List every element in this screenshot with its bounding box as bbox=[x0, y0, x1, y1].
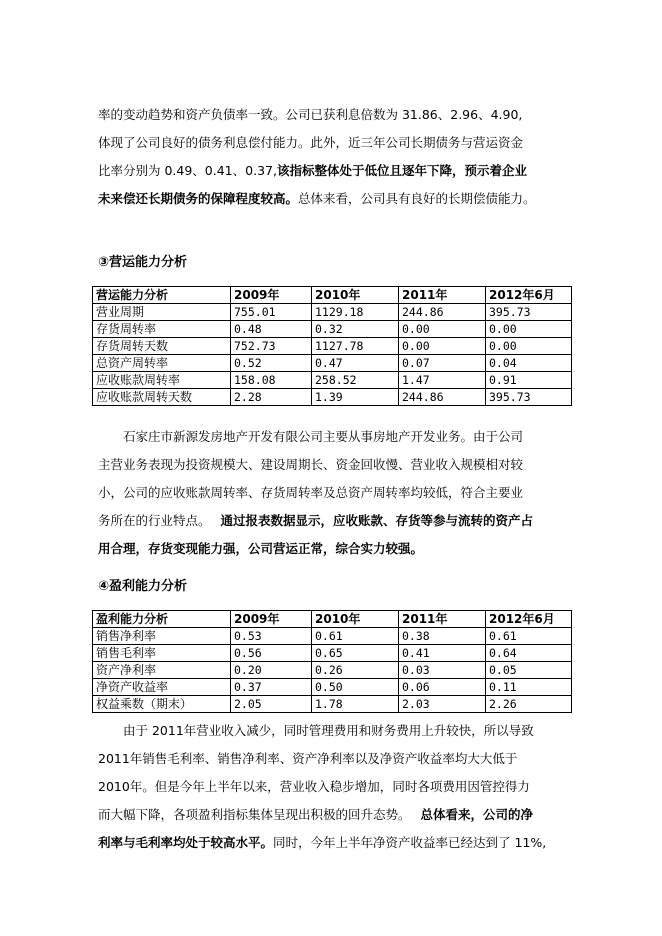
table-cell: 0.53 bbox=[231, 628, 312, 645]
table-cell: 0.32 bbox=[312, 321, 399, 338]
table-cell: 1.78 bbox=[312, 696, 399, 713]
table-header-row bbox=[93, 611, 572, 628]
table-cell: 0.03 bbox=[399, 662, 486, 679]
table-row bbox=[93, 389, 572, 406]
text-line: 小，公司的应收账款周转率、存货周转率及总资产周转率均较低，符合主要业 bbox=[98, 485, 524, 500]
table-cell: 0.41 bbox=[399, 645, 486, 662]
row-label: 应收账款周转天数 bbox=[93, 389, 231, 406]
table-cell: 0.61 bbox=[312, 628, 399, 645]
text-line bbox=[98, 185, 536, 213]
header-cell: 2010年 bbox=[312, 287, 399, 304]
table-cell: 2.28 bbox=[231, 389, 312, 406]
table-cell: 0.00 bbox=[486, 321, 572, 338]
row-label: 存货周转率 bbox=[93, 321, 231, 338]
table-cell: 0.52 bbox=[231, 355, 312, 372]
table-row bbox=[93, 355, 572, 372]
text-run-bold: 通过报表数据显示，应收账款、存货等参与流转的资产占 bbox=[220, 513, 534, 528]
header-cell: 2009年 bbox=[231, 611, 312, 628]
table-cell: 755.01 bbox=[231, 304, 312, 321]
text-run: 总体来看，公司具有良好的长期偿债能力。 bbox=[298, 191, 536, 206]
text-line bbox=[98, 829, 546, 857]
table-cell: 1129.18 bbox=[312, 304, 399, 321]
table-cell: 395.73 bbox=[486, 389, 572, 406]
table-cell: 0.38 bbox=[399, 628, 486, 645]
text-run-bold: 该指标整体处于低位且逐年下降，预示着企业 bbox=[276, 163, 527, 178]
table-cell: 0.07 bbox=[399, 355, 486, 372]
table-cell: 0.00 bbox=[486, 338, 572, 355]
table-cell: 0.91 bbox=[486, 372, 572, 389]
table-row bbox=[93, 679, 572, 696]
table-cell: 1.47 bbox=[399, 372, 486, 389]
profitability-table bbox=[92, 610, 572, 713]
section-heading-profitability: ④盈利能力分析 bbox=[98, 579, 188, 594]
text-run: 比率分别为 0.49、0.41、0.37, bbox=[98, 163, 277, 178]
header-cell: 营运能力分析 bbox=[93, 287, 231, 304]
table-cell: 258.52 bbox=[312, 372, 399, 389]
table-cell: 0.65 bbox=[312, 645, 399, 662]
paragraph-solvency bbox=[98, 101, 536, 213]
text-run: 而大幅下降，各项盈利指标集体呈现出积极的回升态势。 bbox=[98, 807, 411, 822]
table-cell: 0.64 bbox=[486, 645, 572, 662]
table-cell: 2.03 bbox=[399, 696, 486, 713]
row-label: 总资产周转率 bbox=[93, 355, 231, 372]
table-cell: 0.11 bbox=[486, 679, 572, 696]
table-row bbox=[93, 628, 572, 645]
operating-ability-table bbox=[92, 286, 572, 406]
row-label: 存货周转天数 bbox=[93, 338, 231, 355]
table-cell: 0.06 bbox=[399, 679, 486, 696]
row-label: 权益乘数（期末） bbox=[93, 696, 231, 713]
table-cell: 0.61 bbox=[486, 628, 572, 645]
table-header-row bbox=[93, 287, 572, 304]
table-cell: 0.04 bbox=[486, 355, 572, 372]
text-run-bold: 利率与毛利率均处于较高水平。 bbox=[98, 835, 274, 850]
text-run-bold: 总体看来，公司的净 bbox=[420, 807, 534, 822]
table-cell: 0.47 bbox=[312, 355, 399, 372]
text-line bbox=[98, 801, 546, 829]
table-row bbox=[93, 338, 572, 355]
table-row bbox=[93, 372, 572, 389]
text-run: 务所在的行业特点。 bbox=[98, 513, 211, 528]
table-cell: 158.08 bbox=[231, 372, 312, 389]
table-cell: 0.50 bbox=[312, 679, 399, 696]
text-line: 率的变动趋势和资产负债率一致。公司已获利息倍数为 31.86、2.96、4.90, bbox=[98, 107, 523, 122]
row-label: 资产净利率 bbox=[93, 662, 231, 679]
text-line: 主营业务表现为投资规模大、建设周期长、资金回收慢、营业收入规模相对较 bbox=[98, 457, 524, 472]
table-cell: 0.05 bbox=[486, 662, 572, 679]
header-cell: 2009年 bbox=[231, 287, 312, 304]
text-line: 用合理，存货变现能力强，公司营运正常，综合实力较强。 bbox=[98, 541, 424, 556]
table-cell: 0.26 bbox=[312, 662, 399, 679]
text-line: 体现了公司良好的债务利息偿付能力。此外，近三年公司长期债务与营运资金 bbox=[98, 135, 524, 150]
text-line bbox=[98, 157, 536, 185]
text-line: 2010年。但是今年上半年以来，营业收入稳步增加，同时各项费用因管控得力 bbox=[98, 779, 530, 794]
section-heading-operating: ③营运能力分析 bbox=[98, 255, 188, 270]
text-line: 石家庄市新源发房地产开发有限公司主要从事房地产开发业务。由于公司 bbox=[123, 429, 524, 444]
table-cell: 0.48 bbox=[231, 321, 312, 338]
table-cell: 2.26 bbox=[486, 696, 572, 713]
text-run: 同时，今年上半年净资产收益率已经达到了 11%, bbox=[273, 835, 547, 850]
table-cell: 0.00 bbox=[399, 321, 486, 338]
text-line bbox=[98, 507, 533, 535]
header-cell: 2010年 bbox=[312, 611, 399, 628]
header-cell: 2012年6月 bbox=[486, 611, 572, 628]
table-cell: 244.86 bbox=[399, 389, 486, 406]
header-cell: 盈利能力分析 bbox=[93, 611, 231, 628]
row-label: 净资产收益率 bbox=[93, 679, 231, 696]
row-label: 销售净利率 bbox=[93, 628, 231, 645]
row-label: 营业周期 bbox=[93, 304, 231, 321]
paragraph-operating bbox=[98, 423, 533, 563]
table-row bbox=[93, 662, 572, 679]
table-cell: 0.20 bbox=[231, 662, 312, 679]
header-cell: 2012年6月 bbox=[486, 287, 572, 304]
table-cell: 0.00 bbox=[399, 338, 486, 355]
table-cell: 1.39 bbox=[312, 389, 399, 406]
header-cell: 2011年 bbox=[399, 287, 486, 304]
table-cell: 2.05 bbox=[231, 696, 312, 713]
table-cell: 395.73 bbox=[486, 304, 572, 321]
table-row bbox=[93, 645, 572, 662]
text-line: 2011年销售毛利率、销售净利率、资产净利率以及净资产收益率均大大低于 bbox=[98, 751, 518, 766]
table-row bbox=[93, 696, 572, 713]
text-line: 由于 2011年营业收入减少，同时管理费用和财务费用上升较快，所以导致 bbox=[123, 723, 534, 738]
row-label: 应收账款周转率 bbox=[93, 372, 231, 389]
text-run-bold: 未来偿还长期债务的保障程度较高。 bbox=[98, 191, 299, 206]
paragraph-profitability bbox=[98, 717, 546, 857]
table-cell: 0.37 bbox=[231, 679, 312, 696]
table-row bbox=[93, 321, 572, 338]
table-cell: 0.56 bbox=[231, 645, 312, 662]
row-label: 销售毛利率 bbox=[93, 645, 231, 662]
table-cell: 244.86 bbox=[399, 304, 486, 321]
table-row bbox=[93, 304, 572, 321]
table-cell: 1127.78 bbox=[312, 338, 399, 355]
table-cell: 752.73 bbox=[231, 338, 312, 355]
header-cell: 2011年 bbox=[399, 611, 486, 628]
